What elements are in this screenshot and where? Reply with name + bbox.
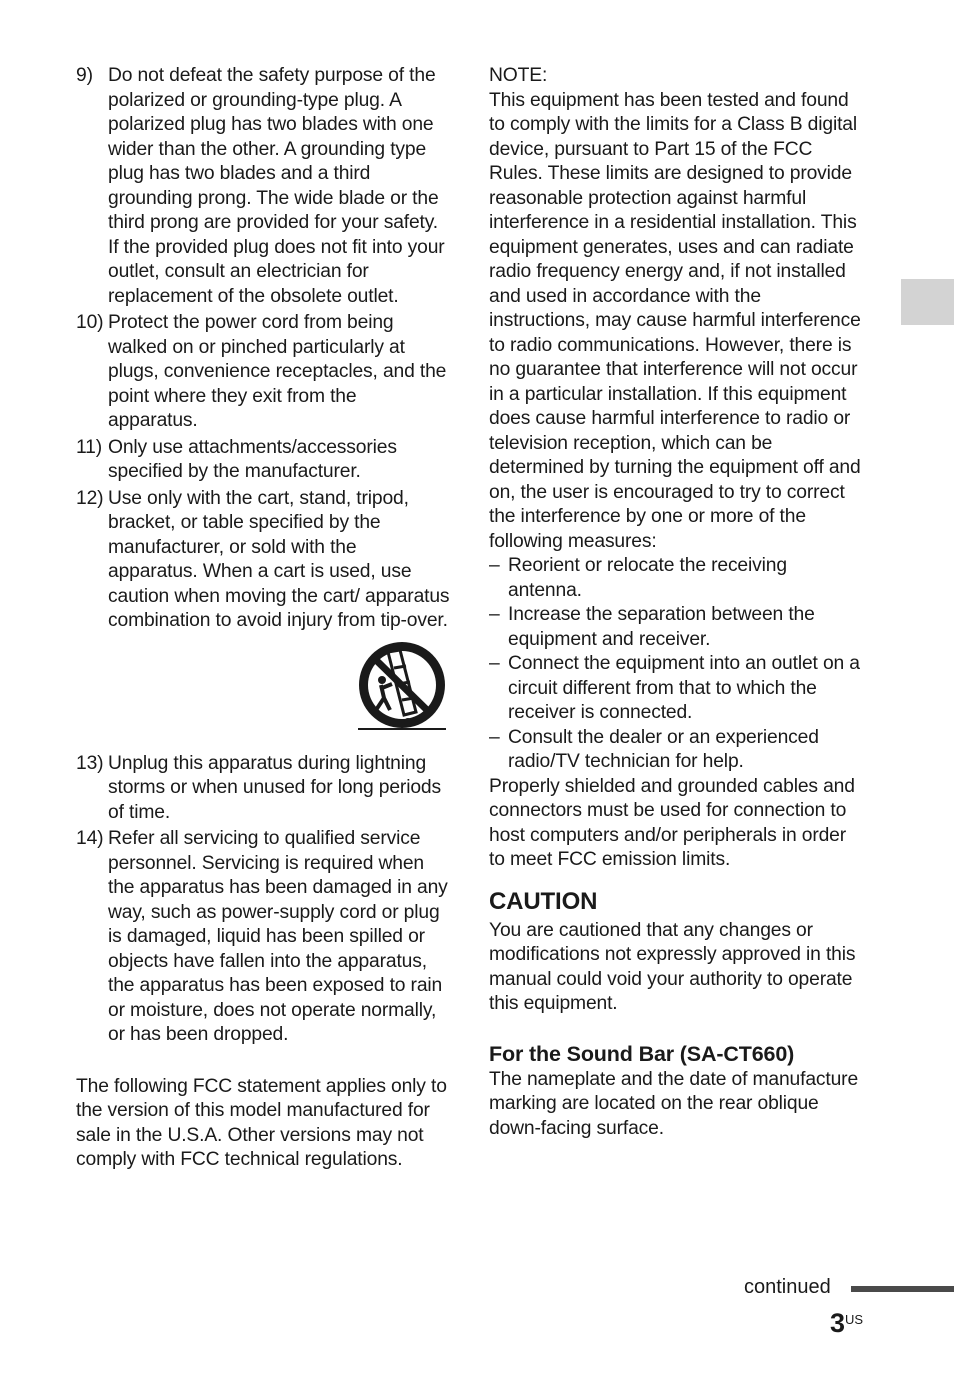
caution-text: You are cautioned that any changes or modifications not expressly approved in this manual could void your authority to operate this equipment. [489, 919, 856, 1014]
note-text: This equipment has been tested and found to comply with the limits for a Class B digital device, pursuant to Part 15 of the FCC Rules. These limits are designed to provide reasonable protection against harmful interference in a residential installation. This equipment generates, uses and can radiate radio frequency energy and, if not installed and used in accordance with the instructions, may cause harmful interference to radio communications. However, there is no guarantee that interference will not occur in a particular installation. If this equipment does cause harmful interference to radio or television reception, which can be determined by turning the equipment off and on, the user is encouraged to try to correct the interference by one or more of the following measures: [489, 89, 861, 552]
caution-heading: CAUTION [489, 887, 598, 915]
note-label: NOTE: [489, 65, 548, 86]
item-text: Refer all servicing to qualified service personnel. Servicing is required when the apparatus has been damaged in any way, such as power-supply cord or plug is damaged, liquid has been spilled or objects have fallen into the apparatus, the apparatus has been exposed to rain or moisture, does not operate normally, or has been dropped. [108, 828, 448, 1045]
item-text: Unplug this apparatus during lightning storms or when unused for long periods of time. [108, 752, 441, 823]
list-item [76, 827, 450, 1048]
dash-mark: – [489, 653, 500, 674]
measure-item [489, 726, 863, 775]
fcc-statement: The following FCC statement applies only to the version of this model manufactured for sale in the U.S.A. Other versions may not comply with FCC technical regulations. [76, 1075, 447, 1170]
continued-label: continued [744, 1276, 831, 1298]
item-number: 13) [76, 752, 104, 774]
measure-text: Consult the dealer or an experienced radio/TV technician for help. [508, 726, 819, 772]
item-number: 10) [76, 312, 104, 333]
list-item [76, 487, 450, 634]
item-text: Protect the power cord from being walked on or pinched particularly at plugs, convenience receptacles, and the point where they exit from the apparatus. [108, 312, 447, 431]
item-text: Only use attachments/accessories specified by the manufacturer. [108, 436, 397, 482]
list-item [76, 436, 450, 485]
measure-item [489, 652, 863, 726]
item-number: 14) [76, 828, 104, 849]
list-item [76, 64, 450, 309]
item-text: Use only with the cart, stand, tripod, bracket, or table specified by the manufacturer, or sold with the apparatus. When a cart is used, use caution when moving the cart/ apparatus combination to avoid injury from tip-over. [108, 487, 450, 631]
left-column [76, 64, 450, 1173]
soundbar-heading: For the Sound Bar (SA-CT660) [489, 1041, 795, 1066]
tipover-pictogram [76, 638, 450, 744]
soundbar-text: The nameplate and the date of manufacture marking are located on the rear oblique down-facing surface. [489, 1068, 859, 1139]
list-item [76, 752, 450, 826]
measure-item [489, 603, 863, 652]
section-tab [901, 279, 954, 325]
measure-text: Connect the equipment into an outlet on a circuit different from that to which the receiver is connected. [508, 653, 860, 723]
page-suffix: US [845, 1312, 864, 1327]
item-number: 12) [76, 487, 104, 509]
list-item [76, 311, 450, 434]
dash-mark: – [489, 604, 500, 625]
right-column [489, 64, 863, 1141]
measure-item [489, 554, 863, 603]
cart-tip-over-warning-icon [354, 638, 450, 734]
shielded-cables-text: Properly shielded and grounded cables and connectors must be used for connection to host computers and/or peripherals in order to meet FCC emission limits. [489, 775, 855, 870]
item-number: 11) [76, 436, 102, 458]
measure-text: Reorient or relocate the receiving antenna. [508, 555, 787, 601]
item-text: Do not defeat the safety purpose of the polarized or grounding-type plug. A polarized plug has two blades with one wider than the other. A grounding type plug has two blades and a third grounding prong. The wide blade or the third prong are provided for your safety. If the provided plug does not fit into your outlet, consult an electrician for replacement of the obsolete outlet. [108, 65, 445, 307]
continued-bar [851, 1286, 954, 1292]
measure-text: Increase the separation between the equipment and receiver. [508, 604, 815, 650]
dash-mark: – [489, 726, 500, 748]
page-number: 3 [830, 1308, 846, 1338]
dash-mark: – [489, 555, 500, 576]
item-number: 9) [76, 65, 93, 86]
